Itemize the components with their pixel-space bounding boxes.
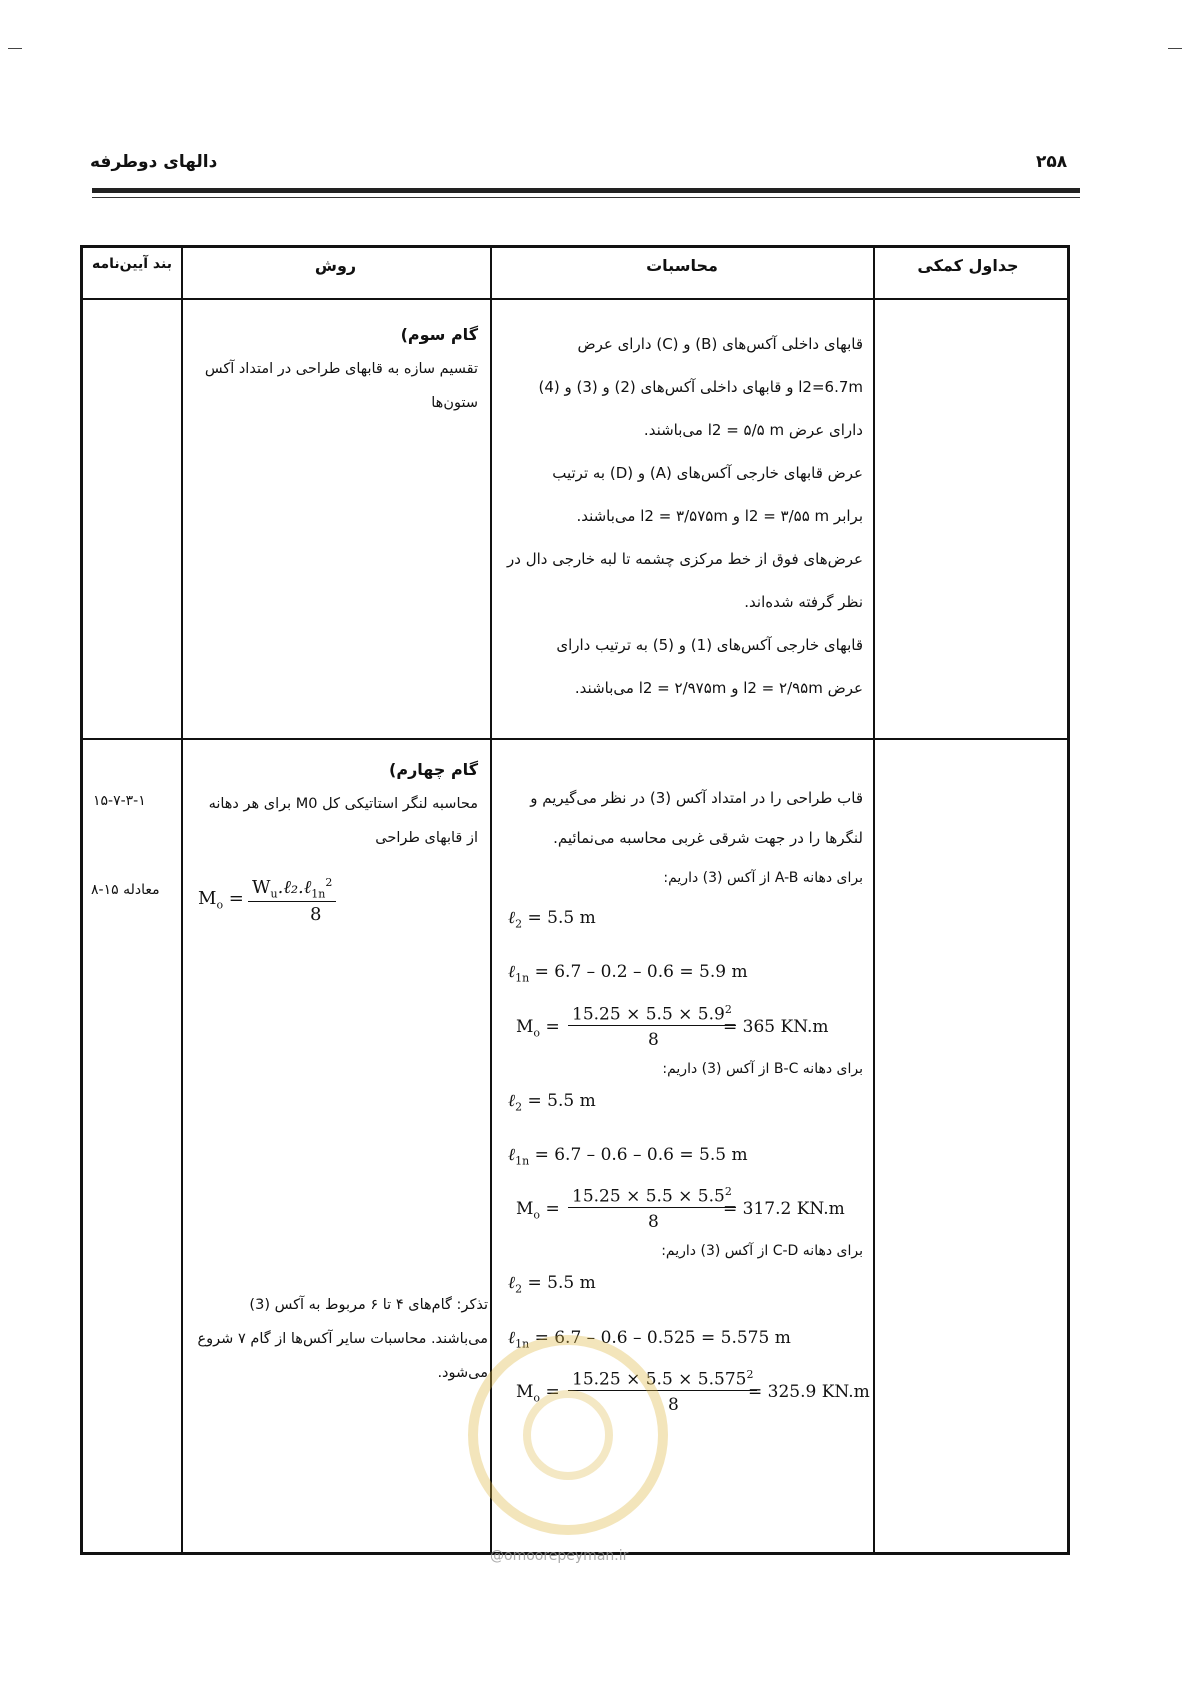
calc-line: دارای عرض l2 = ۵/۵ m می‌باشند.: [643, 421, 863, 439]
l1n-value-cd: ℓ$_{1n}$ = 6.7 – 0.6 – 0.525 = 5.575 m: [508, 1328, 791, 1351]
method-cell-step4: [193, 753, 478, 855]
calc-line: عرض‌های فوق از خط مرکزی چشمه تا لبه خارجی دال در: [507, 550, 863, 568]
formula-lhs-sub: o: [216, 898, 224, 912]
formula-num-rest: .ℓ₂.ℓ: [277, 877, 312, 898]
method-text: تقسیم سازه به قابهای طراحی در امتداد آکس ستون‌ها: [204, 361, 478, 411]
calc-line: عرض l2 = ۲/۹۵m و l2 = ۲/۹۷۵m می‌باشند.: [574, 679, 863, 697]
header-row-divider: [83, 298, 1067, 300]
chapter-title: دالهای دوطرفه: [90, 152, 218, 172]
equation-reference: معادله ۱۵-۸: [91, 882, 160, 898]
mo-numerator: [568, 1003, 736, 1026]
column-divider: [490, 248, 492, 1552]
step-note: تذکر: گام‌های ۴ تا ۶ مربوط به آکس (3) می‌باشند. محاسبات سایر آکس‌ها از گام ۷ شروع می‌شود.: [197, 1297, 488, 1381]
mo-result: = 365 KN.m: [723, 1017, 829, 1037]
span-title-bc: برای دهانه B-C از آکس (3) داریم:: [662, 1061, 863, 1077]
mo-num-sup: 2: [746, 1368, 754, 1381]
watermark-seal-inner: [523, 1390, 613, 1480]
page-number: ۲۵۸: [1036, 152, 1068, 172]
mo-num-text: 15.25 × 5.5 × 5.5: [572, 1186, 725, 1207]
formula-denominator: 8: [310, 904, 322, 925]
mo-num-text: 15.25 × 5.5 × 5.9: [572, 1004, 725, 1025]
calc-line: قاب طراحی را در امتداد آکس (3) در نظر می‌گیریم و: [530, 789, 863, 807]
span-title-cd: برای دهانه C-D از آکس (3) داریم:: [661, 1243, 863, 1259]
mo-calc-cd: $M_o$ = $15.25 \times 5.5 \times 5.575^2$ 8 = 325.9 KN.m: [516, 1368, 870, 1415]
column-header-clause: بند آیین‌نامه: [92, 256, 172, 272]
column-header-tables: جداول کمکی: [917, 256, 1019, 275]
watermark-seal: [468, 1335, 668, 1535]
column-divider: [873, 248, 875, 1552]
l2-value-cd: ℓ$_2$ = 5.5 m: [508, 1273, 596, 1296]
step-title: گام سوم): [400, 325, 478, 344]
mo-num-sup: 2: [724, 1185, 732, 1198]
mo-num-sup: 2: [724, 1003, 732, 1016]
l2-value-bc: ℓ$_2$ = 5.5 m: [508, 1091, 596, 1114]
calc-cell-step3: [503, 323, 863, 710]
mo-denominator: 8: [648, 1030, 659, 1050]
l1n-text: = 6.7 – 0.6 – 0.525 = 5.575 m: [534, 1328, 791, 1348]
calc-line: نظر گرفته شده‌اند.: [744, 593, 863, 611]
watermark-url: @omoorepeyman.ir: [490, 1548, 629, 1564]
formula-num-sub: u: [270, 887, 278, 901]
formula-num: W: [252, 877, 271, 898]
l1n-text: = 6.7 – 0.6 – 0.6 = 5.5 m: [534, 1145, 748, 1165]
l1n-value-bc: ℓ$_{1n}$ = 6.7 – 0.6 – 0.6 = 5.5 m: [508, 1145, 748, 1168]
column-header-calculations: محاسبات: [646, 256, 718, 275]
margin-mark-left: [8, 48, 22, 49]
calc-intro: [503, 778, 863, 898]
row-divider: [83, 738, 1067, 740]
span-title-ab: برای دهانه A-B از آکس (3) داریم:: [663, 870, 863, 886]
mo-denominator: 8: [668, 1395, 679, 1415]
l2-text: = 5.5 m: [527, 1273, 596, 1293]
calc-line: l2=6.7m و قابهای داخلی آکس‌های (2) و (3) و (4): [538, 378, 863, 396]
mo-general-formula: $M_o$ = $W_u.\ell_2.\ell_{1n}^2$ 8: [198, 876, 458, 926]
mo-calc-bc: $M_o$ = $15.25 \times 5.5 \times 5.5^2$ 8 = 317.2 KN.m: [516, 1185, 845, 1232]
calc-line: لنگرها را در جهت شرقی غربی محاسبه می‌نمائیم.: [553, 829, 863, 847]
step-title: گام چهارم): [389, 760, 478, 779]
mo-numerator: [568, 1185, 736, 1208]
calc-line: قابهای خارجی آکس‌های (1) و (5) به ترتیب دارای: [556, 636, 863, 654]
l1n-value-ab: ℓ$_{1n}$ = 6.7 – 0.2 – 0.6 = 5.9 m: [508, 962, 748, 985]
formula-numerator: [248, 876, 336, 902]
method-text: محاسبه لنگر استاتیکی کل M0 برای هر دهانه از قابهای طراحی: [208, 796, 478, 846]
calc-line: قابهای داخلی آکس‌های (B) و (C) دارای عرض: [577, 335, 863, 353]
column-divider: [181, 248, 183, 1552]
l2-value-ab: ℓ$_2$ = 5.5 m: [508, 908, 596, 931]
formula-lhs: M: [198, 888, 217, 909]
column-header-method: روش: [314, 256, 357, 275]
calc-line: برابر l2 = ۳/۵۵ m و l2 = ۳/۵۷۵m می‌باشند.: [576, 507, 863, 525]
formula-num-sup: 2: [325, 876, 333, 889]
method-cell-step3: [193, 318, 478, 420]
calc-line: عرض قابهای خارجی آکس‌های (A) و (D) به ترتیب: [552, 464, 863, 482]
header-rule-thin: [92, 197, 1080, 198]
header-rule: [92, 188, 1080, 193]
l2-text: = 5.5 m: [527, 908, 596, 928]
margin-mark-right: [1168, 48, 1182, 49]
l1n-text: = 6.7 – 0.2 – 0.6 = 5.9 m: [534, 962, 748, 982]
clause-reference: ۱۵-۷-۳-۱: [93, 793, 146, 809]
formula-num-rest-sub: 1n: [311, 887, 326, 901]
l2-text: = 5.5 m: [527, 1091, 596, 1111]
mo-denominator: 8: [648, 1212, 659, 1232]
mo-num-text: 15.25 × 5.5 × 5.575: [572, 1369, 747, 1390]
mo-result: = 325.9 KN.m: [748, 1382, 870, 1402]
mo-result: = 317.2 KN.m: [723, 1199, 845, 1219]
mo-calc-ab: $M_o$ = $15.25 \times 5.5 \times 5.9^2$ 8 = 365 KN.m: [516, 1003, 829, 1050]
